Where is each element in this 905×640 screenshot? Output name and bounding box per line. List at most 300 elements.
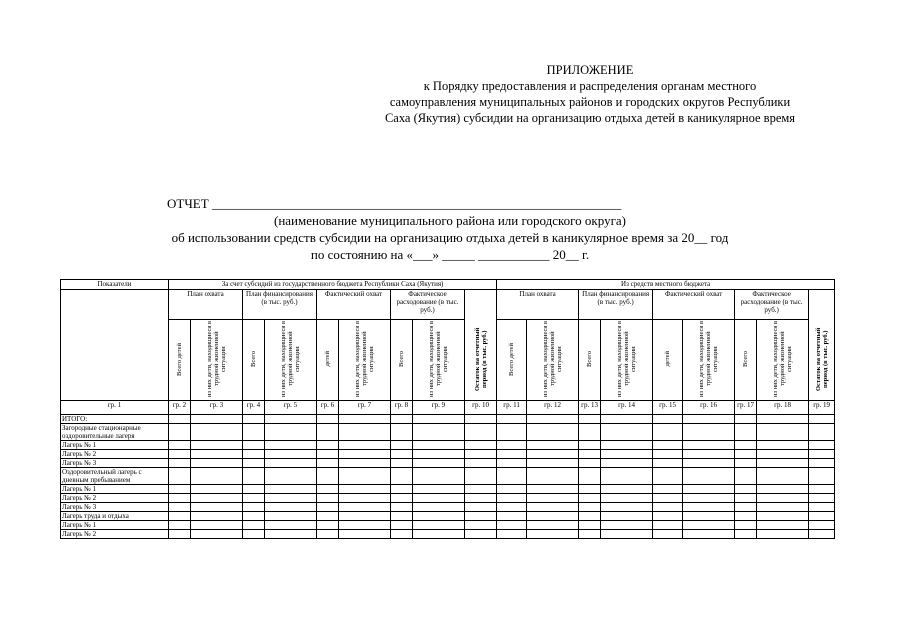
data-cell[interactable]	[809, 485, 835, 494]
data-cell[interactable]	[809, 521, 835, 530]
data-cell[interactable]	[735, 441, 757, 450]
data-cell[interactable]	[809, 450, 835, 459]
data-cell[interactable]	[757, 450, 809, 459]
data-cell[interactable]	[653, 424, 683, 441]
data-cell[interactable]	[579, 530, 601, 539]
data-cell[interactable]	[757, 512, 809, 521]
column-number: гр. 18	[757, 401, 809, 415]
data-cell[interactable]	[809, 494, 835, 503]
data-cell[interactable]	[757, 485, 809, 494]
data-cell[interactable]	[527, 503, 579, 512]
data-cell[interactable]	[413, 468, 465, 485]
data-cell[interactable]	[653, 459, 683, 468]
data-cell[interactable]	[265, 485, 317, 494]
vheader-of-which: из них дети, находящиеся в трудной жизненной ситуации	[339, 320, 391, 401]
vheader-of-which: из них дети, находящиеся в трудной жизненной ситуации	[265, 320, 317, 401]
table-row	[61, 459, 835, 468]
column-number-row	[61, 401, 835, 415]
data-cell[interactable]	[735, 494, 757, 503]
data-cell[interactable]	[413, 424, 465, 441]
data-cell[interactable]	[809, 468, 835, 485]
data-cell[interactable]	[465, 441, 497, 450]
data-cell[interactable]	[527, 521, 579, 530]
table-row	[61, 503, 835, 512]
data-cell[interactable]	[465, 459, 497, 468]
table-row	[61, 415, 835, 424]
row-label: Лагерь № 2	[61, 450, 169, 459]
data-cell[interactable]	[527, 441, 579, 450]
data-cell[interactable]	[339, 512, 391, 521]
data-cell[interactable]	[683, 450, 735, 459]
data-cell[interactable]	[317, 521, 339, 530]
data-cell[interactable]	[391, 468, 413, 485]
data-cell[interactable]	[169, 415, 191, 424]
header-indicators-empty	[61, 290, 169, 401]
data-cell[interactable]	[809, 530, 835, 539]
row-label: Лагерь № 1	[61, 485, 169, 494]
data-cell[interactable]	[169, 450, 191, 459]
data-cell[interactable]	[465, 485, 497, 494]
data-cell[interactable]	[601, 424, 653, 441]
data-cell[interactable]	[339, 521, 391, 530]
data-cell[interactable]	[683, 530, 735, 539]
data-cell[interactable]	[265, 494, 317, 503]
column-number: гр. 3	[191, 401, 243, 415]
data-cell[interactable]	[339, 530, 391, 539]
data-cell[interactable]	[653, 521, 683, 530]
data-cell[interactable]	[413, 485, 465, 494]
data-cell[interactable]	[391, 485, 413, 494]
vheader-total: Всего	[735, 320, 757, 401]
data-cell[interactable]	[465, 468, 497, 485]
row-label: Оздоровительный лагерь с дневным пребыванием	[61, 468, 169, 485]
data-cell[interactable]	[169, 512, 191, 521]
data-cell[interactable]	[169, 459, 191, 468]
column-number: гр. 8	[391, 401, 413, 415]
data-cell[interactable]	[735, 415, 757, 424]
data-cell[interactable]	[497, 468, 527, 485]
data-cell[interactable]	[243, 441, 265, 450]
data-cell[interactable]	[317, 415, 339, 424]
data-cell[interactable]	[601, 494, 653, 503]
data-cell[interactable]	[735, 503, 757, 512]
data-cell[interactable]	[191, 450, 243, 459]
column-number: гр. 4	[243, 401, 265, 415]
data-cell[interactable]	[809, 415, 835, 424]
vheader-total: Всего	[579, 320, 601, 401]
data-cell[interactable]	[683, 485, 735, 494]
data-cell[interactable]	[601, 485, 653, 494]
data-cell[interactable]	[391, 494, 413, 503]
column-number: гр. 10	[465, 401, 497, 415]
data-cell[interactable]	[317, 468, 339, 485]
column-number: гр. 2	[169, 401, 191, 415]
data-cell[interactable]	[735, 468, 757, 485]
report-table	[60, 279, 835, 539]
table-row	[61, 468, 835, 485]
data-cell[interactable]	[339, 503, 391, 512]
data-cell[interactable]	[579, 494, 601, 503]
header-balance-republic: Остаток на отчетный период (в тыс. руб.)	[465, 290, 497, 401]
table-row	[61, 485, 835, 494]
table-row	[61, 450, 835, 459]
table-row	[61, 424, 835, 441]
data-cell[interactable]	[339, 424, 391, 441]
column-number: гр. 19	[809, 401, 835, 415]
data-cell[interactable]	[317, 441, 339, 450]
data-cell[interactable]	[757, 494, 809, 503]
column-number: гр. 12	[527, 401, 579, 415]
data-cell[interactable]	[317, 503, 339, 512]
data-cell[interactable]	[527, 494, 579, 503]
header-actual-coverage: Фактический охват	[317, 290, 391, 320]
data-cell[interactable]	[243, 459, 265, 468]
data-cell[interactable]	[265, 530, 317, 539]
data-cell[interactable]	[191, 530, 243, 539]
data-cell[interactable]	[653, 512, 683, 521]
data-cell[interactable]	[683, 521, 735, 530]
report-subtitle-line: (наименование муниципального района или городского округа)	[273, 213, 627, 228]
data-cell[interactable]	[809, 503, 835, 512]
data-cell[interactable]	[601, 503, 653, 512]
data-cell[interactable]	[653, 441, 683, 450]
data-cell[interactable]	[191, 512, 243, 521]
data-cell[interactable]	[527, 459, 579, 468]
data-cell[interactable]	[317, 530, 339, 539]
data-cell[interactable]	[601, 521, 653, 530]
data-cell[interactable]	[757, 415, 809, 424]
data-cell[interactable]	[601, 530, 653, 539]
data-cell[interactable]	[243, 415, 265, 424]
data-cell[interactable]	[757, 521, 809, 530]
data-cell[interactable]	[413, 512, 465, 521]
data-cell[interactable]	[191, 503, 243, 512]
data-cell[interactable]	[339, 450, 391, 459]
data-cell[interactable]	[465, 424, 497, 441]
data-cell[interactable]	[265, 503, 317, 512]
data-cell[interactable]	[391, 521, 413, 530]
column-number: гр. 6	[317, 401, 339, 415]
data-cell[interactable]	[579, 441, 601, 450]
data-cell[interactable]	[497, 450, 527, 459]
data-cell[interactable]	[527, 530, 579, 539]
data-cell[interactable]	[265, 415, 317, 424]
row-label: Лагерь № 1	[61, 521, 169, 530]
data-cell[interactable]	[339, 441, 391, 450]
data-cell[interactable]	[169, 424, 191, 441]
data-cell[interactable]	[735, 424, 757, 441]
data-cell[interactable]	[653, 415, 683, 424]
vheader-total-children: Всего детей	[497, 320, 527, 401]
data-cell[interactable]	[465, 503, 497, 512]
data-cell[interactable]	[465, 521, 497, 530]
vheader-total-children: Всего детей	[169, 320, 191, 401]
data-cell[interactable]	[601, 450, 653, 459]
column-number: гр. 9	[413, 401, 465, 415]
data-cell[interactable]	[735, 485, 757, 494]
data-cell[interactable]	[391, 424, 413, 441]
data-cell[interactable]	[413, 415, 465, 424]
row-label: Лагерь № 1	[61, 441, 169, 450]
header-actual-expenses: Фактическое расходование (в тыс. руб.)	[391, 290, 465, 320]
data-cell[interactable]	[391, 415, 413, 424]
data-cell[interactable]	[809, 441, 835, 450]
column-number: гр. 16	[683, 401, 735, 415]
data-cell[interactable]	[339, 494, 391, 503]
header-row-subgroups	[61, 290, 835, 320]
data-cell[interactable]	[169, 468, 191, 485]
vheader-children: детей	[317, 320, 339, 401]
data-cell[interactable]	[683, 494, 735, 503]
header-balance-local: Остаток на отчетный период (в тыс. руб.)	[809, 290, 835, 401]
data-cell[interactable]	[191, 415, 243, 424]
data-cell[interactable]	[191, 521, 243, 530]
data-cell[interactable]	[391, 450, 413, 459]
data-cell[interactable]	[497, 503, 527, 512]
vheader-total: Всего	[243, 320, 265, 401]
header-plan-financing-local: План финансирования (в тыс. руб.)	[579, 290, 653, 320]
data-cell[interactable]	[735, 450, 757, 459]
data-cell[interactable]	[391, 503, 413, 512]
data-cell[interactable]	[243, 450, 265, 459]
data-cell[interactable]	[413, 521, 465, 530]
data-cell[interactable]	[497, 494, 527, 503]
header-plan-coverage: План охвата	[169, 290, 243, 320]
data-cell[interactable]	[413, 530, 465, 539]
data-cell[interactable]	[653, 530, 683, 539]
data-cell[interactable]	[317, 459, 339, 468]
data-cell[interactable]	[527, 512, 579, 521]
data-cell[interactable]	[265, 512, 317, 521]
data-cell[interactable]	[339, 468, 391, 485]
column-number: гр. 15	[653, 401, 683, 415]
data-cell[interactable]	[391, 441, 413, 450]
header-group-local: Из средств местного бюджета	[497, 280, 835, 290]
data-cell[interactable]	[809, 459, 835, 468]
data-cell[interactable]	[169, 521, 191, 530]
appendix-title: ПРИЛОЖЕНИЕ	[546, 63, 634, 77]
data-cell[interactable]	[191, 468, 243, 485]
data-cell[interactable]	[243, 494, 265, 503]
header-plan-coverage-local: План охвата	[497, 290, 579, 320]
data-cell[interactable]	[413, 503, 465, 512]
table-row	[61, 441, 835, 450]
data-cell[interactable]	[317, 424, 339, 441]
data-cell[interactable]	[653, 485, 683, 494]
data-cell[interactable]	[339, 415, 391, 424]
header-indicators: Показатели	[61, 280, 169, 290]
data-cell[interactable]	[579, 415, 601, 424]
data-cell[interactable]	[527, 450, 579, 459]
data-cell[interactable]	[579, 424, 601, 441]
data-cell[interactable]	[601, 415, 653, 424]
data-cell[interactable]	[601, 459, 653, 468]
data-cell[interactable]	[735, 512, 757, 521]
data-cell[interactable]	[683, 512, 735, 521]
data-cell[interactable]	[317, 512, 339, 521]
data-cell[interactable]	[317, 494, 339, 503]
data-cell[interactable]	[497, 441, 527, 450]
data-cell[interactable]	[757, 441, 809, 450]
row-label: Лагерь № 3	[61, 503, 169, 512]
data-cell[interactable]	[579, 503, 601, 512]
vheader-of-which: из них дети, находящиеся в трудной жизненной ситуации	[413, 320, 465, 401]
data-cell[interactable]	[465, 512, 497, 521]
data-cell[interactable]	[265, 459, 317, 468]
data-cell[interactable]	[169, 485, 191, 494]
data-cell[interactable]	[191, 441, 243, 450]
data-cell[interactable]	[243, 530, 265, 539]
data-cell[interactable]	[579, 512, 601, 521]
column-number: гр. 13	[579, 401, 601, 415]
data-cell[interactable]	[465, 530, 497, 539]
data-cell[interactable]	[735, 521, 757, 530]
report-date-line: по состоянию на «___» _____ ___________ 20__ г.	[310, 247, 590, 262]
table-row	[61, 530, 835, 539]
data-cell[interactable]	[243, 485, 265, 494]
data-cell[interactable]	[601, 468, 653, 485]
appendix-header	[300, 62, 880, 126]
vheader-children: детей	[653, 320, 683, 401]
data-cell[interactable]	[169, 441, 191, 450]
data-cell[interactable]	[497, 530, 527, 539]
vheader-total: Всего	[391, 320, 413, 401]
data-cell[interactable]	[243, 512, 265, 521]
data-cell[interactable]	[265, 441, 317, 450]
column-number: гр. 17	[735, 401, 757, 415]
data-cell[interactable]	[243, 521, 265, 530]
column-number: гр. 11	[497, 401, 527, 415]
data-cell[interactable]	[527, 415, 579, 424]
row-label: Загородные стационарные оздоровительные лагеря	[61, 424, 169, 441]
data-cell[interactable]	[191, 485, 243, 494]
vheader-of-which: из них дети, находящиеся в трудной жизненной ситуации	[191, 320, 243, 401]
header-group-republic: За счет субсидий из государственного бюджета Республики Саха (Якутия)	[169, 280, 497, 290]
data-cell[interactable]	[497, 512, 527, 521]
data-cell[interactable]	[579, 450, 601, 459]
data-cell[interactable]	[683, 503, 735, 512]
table-row	[61, 521, 835, 530]
row-label-total: ИТОГО:	[61, 415, 169, 424]
data-cell[interactable]	[265, 521, 317, 530]
report-heading	[40, 195, 860, 263]
table-row	[61, 512, 835, 521]
row-label: Лагерь № 2	[61, 494, 169, 503]
data-cell[interactable]	[317, 450, 339, 459]
data-cell[interactable]	[317, 485, 339, 494]
header-row-groups	[61, 280, 835, 290]
data-cell[interactable]	[243, 468, 265, 485]
data-cell[interactable]	[735, 459, 757, 468]
data-cell[interactable]	[497, 424, 527, 441]
data-cell[interactable]	[527, 424, 579, 441]
data-cell[interactable]	[169, 503, 191, 512]
data-cell[interactable]	[683, 424, 735, 441]
report-title-line: ОТЧЕТ _______________________________________________________________	[167, 196, 622, 211]
data-cell[interactable]	[465, 494, 497, 503]
data-cell[interactable]	[735, 530, 757, 539]
data-cell[interactable]	[265, 468, 317, 485]
data-cell[interactable]	[757, 503, 809, 512]
column-number: гр. 1	[61, 401, 169, 415]
data-cell[interactable]	[413, 459, 465, 468]
data-cell[interactable]	[191, 459, 243, 468]
vheader-of-which: из них дети, находящиеся в трудной жизненной ситуации	[527, 320, 579, 401]
appendix-line: к Порядку предоставления и распределения органам местного	[423, 79, 757, 93]
data-cell[interactable]	[653, 468, 683, 485]
data-cell[interactable]	[191, 424, 243, 441]
data-cell[interactable]	[683, 459, 735, 468]
header-plan-financing: План финансирования (в тыс. руб.)	[243, 290, 317, 320]
data-cell[interactable]	[579, 485, 601, 494]
data-cell[interactable]	[169, 494, 191, 503]
report-purpose-line: об использовании средств субсидии на организацию отдыха детей в каникулярное время за 20__ год	[171, 230, 729, 245]
data-cell[interactable]	[757, 459, 809, 468]
data-cell[interactable]	[413, 494, 465, 503]
data-cell[interactable]	[413, 441, 465, 450]
appendix-line: Саха (Якутия) субсидии на организацию отдыха детей в каникулярное время	[384, 111, 796, 125]
data-cell[interactable]	[809, 512, 835, 521]
row-label: Лагерь труда и отдыха	[61, 512, 169, 521]
data-cell[interactable]	[601, 512, 653, 521]
data-cell[interactable]	[391, 512, 413, 521]
data-cell[interactable]	[497, 485, 527, 494]
column-number: гр. 7	[339, 401, 391, 415]
data-cell[interactable]	[339, 485, 391, 494]
vheader-of-which: из них дети, находящиеся в трудной жизненной ситуации	[601, 320, 653, 401]
data-cell[interactable]	[579, 521, 601, 530]
vheader-of-which: из них дети, находящиеся в трудной жизненной ситуации	[683, 320, 735, 401]
column-number: гр. 5	[265, 401, 317, 415]
data-cell[interactable]	[653, 450, 683, 459]
data-cell[interactable]	[653, 494, 683, 503]
data-cell[interactable]	[169, 530, 191, 539]
data-cell[interactable]	[243, 503, 265, 512]
data-cell[interactable]	[265, 450, 317, 459]
data-cell[interactable]	[757, 530, 809, 539]
data-cell[interactable]	[809, 424, 835, 441]
data-cell[interactable]	[683, 468, 735, 485]
data-cell[interactable]	[497, 415, 527, 424]
data-cell[interactable]	[653, 503, 683, 512]
data-cell[interactable]	[465, 415, 497, 424]
data-cell[interactable]	[527, 468, 579, 485]
table-row	[61, 494, 835, 503]
data-cell[interactable]	[527, 485, 579, 494]
data-cell[interactable]	[265, 424, 317, 441]
data-cell[interactable]	[683, 441, 735, 450]
data-cell[interactable]	[339, 459, 391, 468]
data-cell[interactable]	[757, 468, 809, 485]
data-cell[interactable]	[579, 459, 601, 468]
data-cell[interactable]	[683, 415, 735, 424]
data-cell[interactable]	[465, 450, 497, 459]
data-cell[interactable]	[391, 459, 413, 468]
data-cell[interactable]	[579, 468, 601, 485]
appendix-line: самоуправления муниципальных районов и городских округов Республики	[389, 95, 791, 109]
vheader-of-which: из них дети, находящиеся в трудной жизненной ситуации	[757, 320, 809, 401]
data-cell[interactable]	[757, 424, 809, 441]
data-cell[interactable]	[391, 530, 413, 539]
data-cell[interactable]	[243, 424, 265, 441]
data-cell[interactable]	[497, 521, 527, 530]
data-cell[interactable]	[497, 459, 527, 468]
data-cell[interactable]	[601, 441, 653, 450]
row-label: Лагерь № 2	[61, 530, 169, 539]
data-cell[interactable]	[191, 494, 243, 503]
header-actual-coverage-local: Фактический охват	[653, 290, 735, 320]
data-cell[interactable]	[413, 450, 465, 459]
